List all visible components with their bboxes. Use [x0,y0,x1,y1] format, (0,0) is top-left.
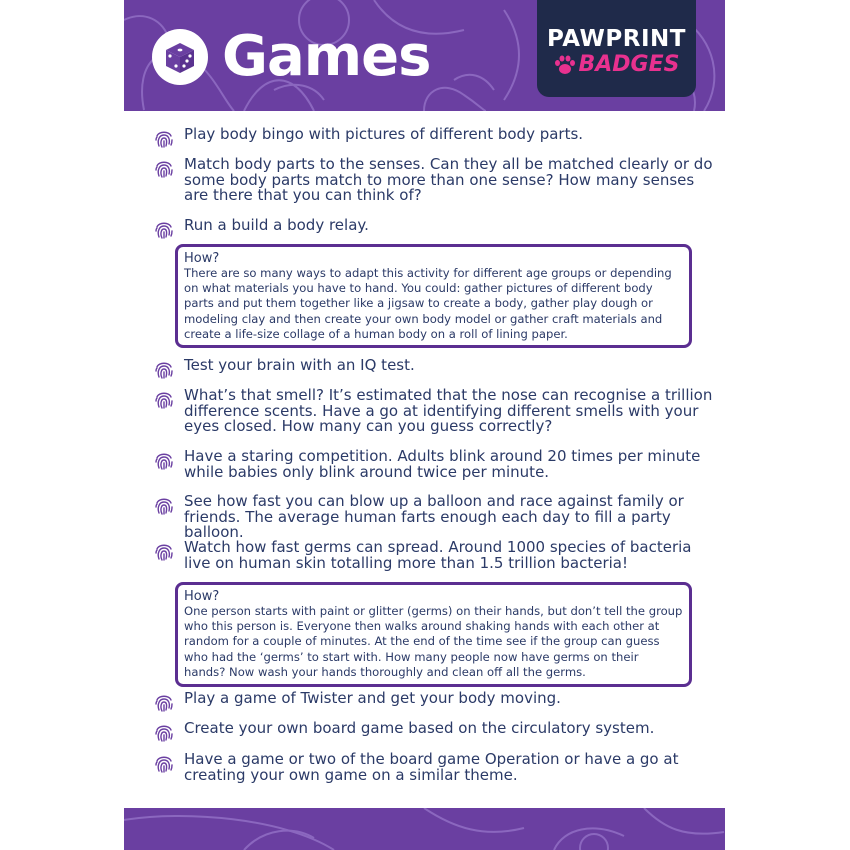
fingerprint-icon [154,451,174,471]
footer-decoration [124,808,725,850]
page-title: Games [222,24,431,89]
fingerprint-icon [154,723,174,743]
list-item-text: Run a build a body relay. [184,216,369,234]
list-item-text: Have a game or two of the board game Operation or have a go at creating your own game on a similar theme. [184,750,679,784]
fingerprint-icon [154,129,174,149]
list-item-text: Match body parts to the senses. Can they all be matched clearly or do some body parts match to more than one sense? How many senses are there that you can think of? [184,155,713,205]
page [124,0,725,850]
how-box [175,582,692,687]
fingerprint-icon [154,754,174,774]
how-box [175,244,692,348]
list-item-text: Watch how fast germs can spread. Around 1000 species of bacteria live on human skin totalling more than 1.5 trillion bacteria! [184,538,692,572]
fingerprint-icon [154,390,174,410]
how-box-heading: How? [184,251,220,266]
fingerprint-icon [154,220,174,240]
list-item-text: What’s that smell? It’s estimated that the nose can recognise a trillion difference scents. Have a go at identifying different smells with your eyes closed. How many can you guess correctly? [184,386,713,436]
fingerprint-icon [154,360,174,380]
logo-text-top: PAWPRINT [547,26,686,52]
dice-icon [152,29,208,85]
how-box-body: One person starts with paint or glitter (germs) on their hands, but don’t tell the group who this person is. Everyone then walks around shaking hands with each other at random for a couple of minutes. At the end of the time see if the group can guess who had the ‘germs’ to start with. How many people now have germs on their hands? Now wash your hands thoroughly and clean off all the germs. [184,604,683,679]
fingerprint-icon [154,693,174,713]
list-item-text: Have a staring competition. Adults blink around 20 times per minute while babies only blink around twice per minute. [184,447,701,481]
footer-banner [124,808,725,850]
list-item-text: Create your own board game based on the circulatory system. [184,719,655,737]
list-item-text: Play a game of Twister and get your body moving. [184,689,561,707]
list-item-text: Play body bingo with pictures of different body parts. [184,125,584,143]
logo-text-bottom-label: BADGES [578,52,680,77]
list-item-text: Test your brain with an IQ test. [184,356,415,374]
how-box-heading: How? [184,589,220,604]
fingerprint-icon [154,496,174,516]
how-box-body: There are so many ways to adapt this activity for different age groups or depending on what materials you have to hand. You could: gather pictures of different body parts and put them together like a jigsaw to create a body, gather play dough or modeling clay and then create your own body model or gather craft materials and create a life-size collage of a human body on a roll of lining paper. [184,266,672,341]
logo-text-bottom [537,52,696,77]
fingerprint-icon [154,159,174,179]
header-banner [124,0,725,111]
fingerprint-icon [154,542,174,562]
list-item-text: See how fast you can blow up a balloon and race against family or friends. The average human farts enough each day to fill a party balloon. [184,492,684,542]
paw-icon [554,55,576,75]
pawprint-badges-logo [537,0,696,97]
